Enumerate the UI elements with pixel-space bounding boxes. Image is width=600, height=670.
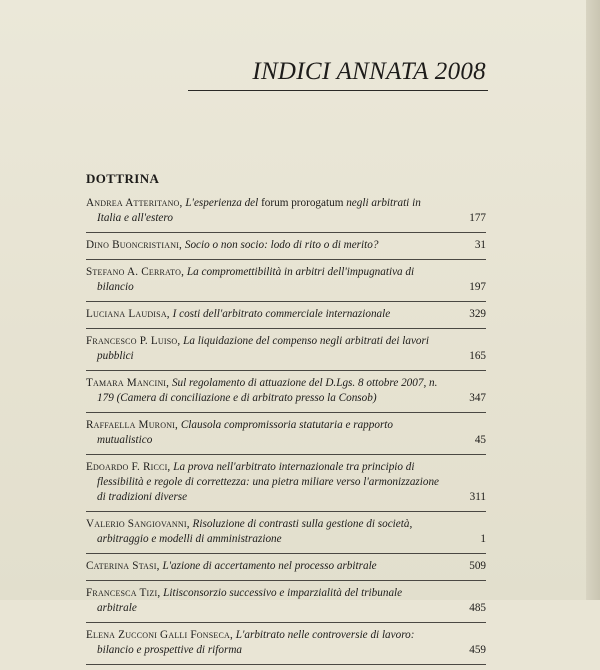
entry-text [86,196,486,226]
section-heading: DOTTRINA [86,171,160,186]
entry-text [86,460,486,505]
entry-work-title: negli arbitrati in Italia e all'estero [97,197,421,224]
entry-author: Luciana Laudisa, [86,308,170,320]
entry-author: Valerio Sangiovanni, [86,518,190,530]
entry-work-title: La prova nell'arbitrato internazionale tra principio di flessibilità e regole di correttezza: una pietra miliare verso l'armonizzazione di tradizioni diverse [97,461,440,503]
entry-work-title: Risoluzione di contrasti sulla gestione di società, arbitraggio e modelli di amministrazione [97,518,413,545]
entry-author: Francesca Tizi, [86,587,161,599]
entry-work-title: forum prorogatum [261,197,344,209]
entry-page-number: 31 [474,239,486,251]
entry-page-number: 459 [469,644,486,656]
entry-page-number: 329 [469,308,486,320]
index-entry [86,628,486,665]
index-entry [86,460,486,512]
entry-text [86,238,486,253]
entry-page-number: 509 [469,560,486,572]
entry-work-title: Litisconsorzio successivo e imparzialità del tribunale arbitrale [97,587,403,614]
index-entry [86,376,486,413]
entry-text [86,586,486,616]
entry-text [86,265,486,295]
entry-author: Dino Buoncristiani, [86,239,183,251]
entry-author: Tamara Mancini, [86,377,170,389]
entry-author: Stefano A. Cerrato, [86,266,185,278]
entry-work-title: I costi dell'arbitrato commerciale internazionale [172,308,391,320]
entry-page-number: 197 [469,281,486,293]
entry-work-title: Socio o non socio: lodo di rito o di merito? [184,239,379,251]
index-entry [86,559,486,581]
entry-author: Caterina Stasi, [86,560,160,572]
entry-page-number: 177 [469,212,486,224]
entry-text [86,376,486,406]
entry-author: Andrea Atteritano, [86,197,183,209]
page-edge [586,0,600,600]
entry-page-number: 485 [469,602,486,614]
entry-work-title: Sul regolamento di attuazione del D.Lgs. 8 ottobre 2007, n. 179 (Camera di conciliazione e di arbitrato presso la Consob) [97,377,438,404]
index-entry [86,265,486,302]
entry-author: Francesco P. Luiso, [86,335,181,347]
index-title: INDICI ANNATA 2008 [252,58,486,85]
index-entry [86,586,486,623]
entry-page-number: 45 [474,434,486,446]
entry-text [86,307,486,322]
entry-text [86,334,486,364]
entry-text [86,517,486,547]
entry-page-number: 165 [469,350,486,362]
entry-author: Elena Zucconi Galli Fonseca, [86,629,233,641]
index-entry [86,196,486,233]
entry-work-title: Clausola compromissoria statutaria e rapporto mutualistico [97,419,394,446]
entry-work-title: L'arbitrato nelle controversie di lavoro: bilancio e prospettive di riforma [97,629,415,656]
entry-text [86,418,486,448]
index-entry [86,517,486,554]
entry-author: Edoardo F. Ricci, [86,461,171,473]
entry-work-title: La compromettibilità in arbitri dell'impugnativa di bilancio [97,266,415,293]
entry-work-title: L'esperienza del [185,197,259,209]
entry-text [86,559,486,574]
index-entry [86,307,486,329]
entry-page-number: 311 [469,491,486,503]
index-entry [86,334,486,371]
index-entries [86,196,486,670]
entry-page-number: 347 [469,392,486,404]
entry-author: Raffaella Muroni, [86,419,179,431]
index-entry [86,238,486,260]
entry-work-title: La liquidazione del compenso negli arbitrati dei lavori pubblici [97,335,429,362]
index-entry [86,418,486,455]
title-rule [188,90,488,91]
entry-text [86,628,486,658]
entry-page-number: 1 [480,533,486,545]
entry-work-title: L'azione di accertamento nel processo arbitrale [162,560,377,572]
